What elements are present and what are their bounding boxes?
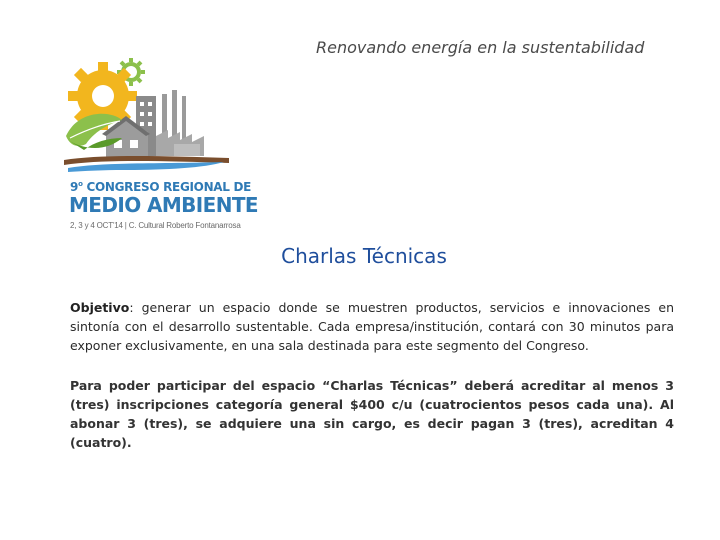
objective-text: : generar un espacio donde se muestren productos, servicios e innovaciones en sintonía con el desarrollo sustentable. Cada empresa/institución, contará con 30 minutos para exponer exclusivamente, en una sala destinada para este segmento del Congreso. xyxy=(70,300,674,353)
objective-paragraph xyxy=(70,298,674,355)
participation-paragraph: Para poder participar del espacio “Charlas Técnicas” deberá acreditar al menos 3 (tres) inscripciones categoría general $400 c/u (cuatrocientos pesos cada una). Al abonar 3 (tres), se adquiere una sin cargo, es decir pagan 3 (tres), acreditan 4 (cuatro). xyxy=(70,378,674,450)
objective-label: Objetivo xyxy=(70,300,130,315)
logo-line-dates: 2, 3 y 4 OCT'14 | C. Cultural Roberto Fontanarrosa xyxy=(70,221,241,230)
water-wave xyxy=(68,162,224,172)
logo-line-medio-ambiente: MEDIO AMBIENTE xyxy=(69,193,258,217)
header-tagline: Renovando energía en la sustentabilidad xyxy=(316,38,645,57)
page-title: Charlas Técnicas xyxy=(281,244,447,268)
logo-line-congress: 9$^o$ CONGRESO REGIONAL DE xyxy=(70,180,252,194)
